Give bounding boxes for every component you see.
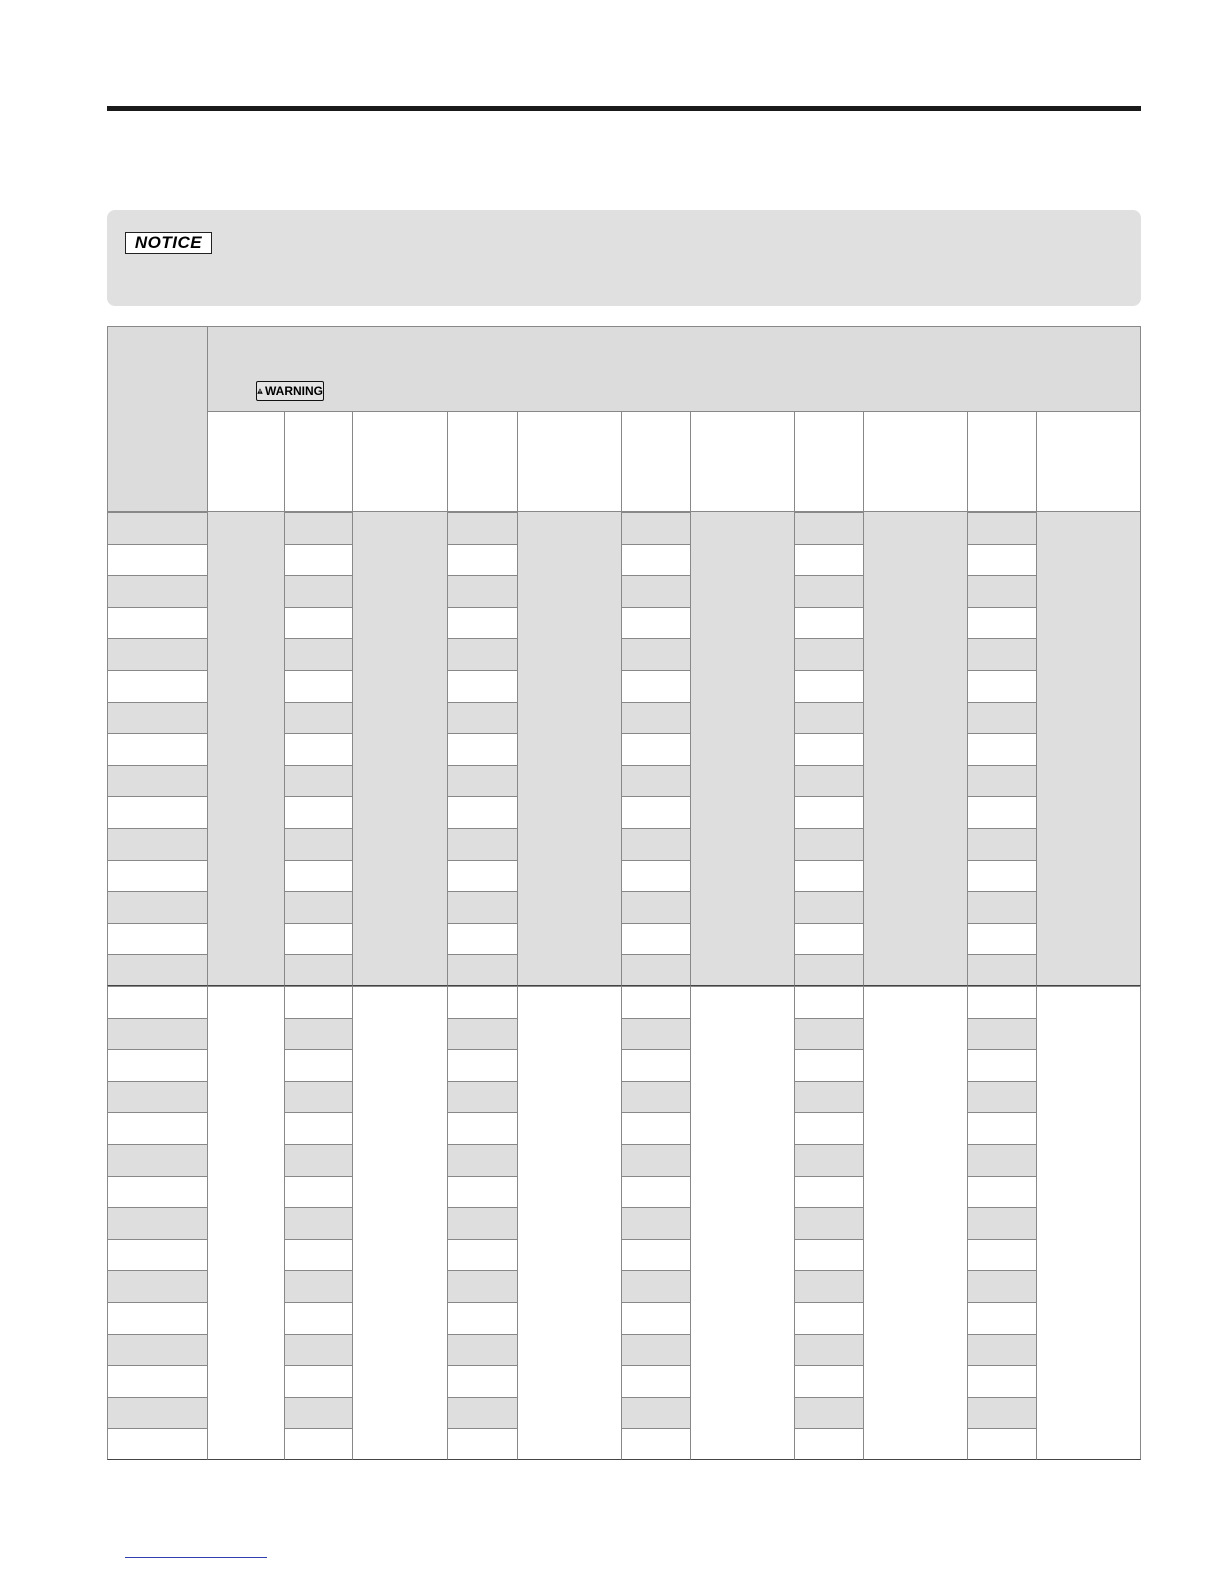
table-cell bbox=[285, 1270, 353, 1302]
table-cell bbox=[968, 638, 1037, 670]
table-row-label bbox=[107, 986, 208, 1018]
table-row-label bbox=[107, 923, 208, 955]
table-cell bbox=[448, 1112, 518, 1144]
table-cell bbox=[622, 954, 691, 986]
table-cell bbox=[285, 512, 353, 544]
table-cell bbox=[968, 828, 1037, 860]
table-cell bbox=[795, 1302, 864, 1334]
table-cell bbox=[622, 1176, 691, 1208]
table-cell bbox=[448, 986, 518, 1018]
table-cell bbox=[285, 765, 353, 797]
table-cell bbox=[285, 1081, 353, 1113]
table-cell bbox=[448, 1239, 518, 1271]
table-row-label bbox=[107, 1365, 208, 1397]
warning-badge bbox=[256, 381, 324, 401]
table-cell bbox=[795, 828, 864, 860]
table-cell bbox=[448, 1144, 518, 1176]
table-cell bbox=[795, 702, 864, 734]
table-cell bbox=[285, 986, 353, 1018]
notice-badge: NOTICE bbox=[125, 232, 212, 254]
table-cell bbox=[622, 1334, 691, 1366]
table-cell bbox=[448, 1018, 518, 1050]
table-cell bbox=[968, 607, 1037, 639]
merged-cell bbox=[353, 512, 448, 986]
top-rule bbox=[107, 106, 1141, 111]
notice-box bbox=[107, 210, 1141, 306]
table-cell bbox=[448, 1334, 518, 1366]
table-row-label bbox=[107, 1397, 208, 1429]
warning-badge-label: WARNING bbox=[265, 384, 323, 398]
table-cell bbox=[285, 1112, 353, 1144]
table-cell bbox=[622, 1112, 691, 1144]
table-cell bbox=[285, 1428, 353, 1460]
table-row-label bbox=[107, 1334, 208, 1366]
table-cell bbox=[968, 986, 1037, 1018]
table-row-label bbox=[107, 1239, 208, 1271]
warning-triangle-icon bbox=[257, 385, 263, 397]
table-cell bbox=[622, 891, 691, 923]
column-header bbox=[968, 412, 1037, 512]
table-cell bbox=[968, 891, 1037, 923]
table-cell bbox=[622, 1144, 691, 1176]
table-row-label bbox=[107, 670, 208, 702]
table-cell bbox=[448, 1049, 518, 1081]
table-cell bbox=[968, 670, 1037, 702]
column-header bbox=[1037, 412, 1141, 512]
table-cell bbox=[795, 1365, 864, 1397]
table-cell bbox=[622, 1049, 691, 1081]
table-cell bbox=[795, 670, 864, 702]
table-cell bbox=[968, 1302, 1037, 1334]
table-row-label bbox=[107, 575, 208, 607]
table-cell bbox=[622, 607, 691, 639]
table-cell bbox=[968, 1365, 1037, 1397]
table-cell bbox=[622, 765, 691, 797]
table-cell bbox=[968, 1081, 1037, 1113]
merged-cell bbox=[353, 986, 448, 1460]
table-cell bbox=[448, 702, 518, 734]
table-cell bbox=[448, 638, 518, 670]
merged-cell bbox=[864, 512, 968, 986]
column-header bbox=[208, 412, 285, 512]
table-cell bbox=[795, 638, 864, 670]
table-cell bbox=[285, 702, 353, 734]
table-cell bbox=[795, 1239, 864, 1271]
table-cell bbox=[622, 923, 691, 955]
table-cell bbox=[622, 860, 691, 892]
table-cell bbox=[285, 575, 353, 607]
table-cell bbox=[285, 1176, 353, 1208]
merged-cell bbox=[1037, 512, 1141, 986]
table-cell bbox=[622, 1428, 691, 1460]
table-cell bbox=[622, 544, 691, 576]
table-cell bbox=[968, 1270, 1037, 1302]
column-header bbox=[285, 412, 353, 512]
table-row-label bbox=[107, 1176, 208, 1208]
table-cell bbox=[285, 607, 353, 639]
table-cell bbox=[795, 860, 864, 892]
table-cell bbox=[968, 954, 1037, 986]
table-cell bbox=[795, 954, 864, 986]
table-cell bbox=[795, 796, 864, 828]
table-cell bbox=[285, 891, 353, 923]
merged-cell bbox=[1037, 986, 1141, 1460]
table-cell bbox=[795, 575, 864, 607]
table-cell bbox=[448, 1428, 518, 1460]
table-cell bbox=[622, 1270, 691, 1302]
table-cell bbox=[795, 1144, 864, 1176]
table-row-label bbox=[107, 607, 208, 639]
table-cell bbox=[448, 828, 518, 860]
table-cell bbox=[285, 1239, 353, 1271]
table-cell bbox=[622, 796, 691, 828]
maintenance-table bbox=[107, 326, 1141, 1461]
merged-cell bbox=[691, 512, 795, 986]
table-cell bbox=[795, 1018, 864, 1050]
table-cell bbox=[285, 954, 353, 986]
table-cell bbox=[448, 575, 518, 607]
table-cell bbox=[622, 986, 691, 1018]
table-cell bbox=[622, 1397, 691, 1429]
table-row-label bbox=[107, 1144, 208, 1176]
table-row-label bbox=[107, 796, 208, 828]
table-row-label bbox=[107, 544, 208, 576]
table-row-label bbox=[107, 860, 208, 892]
table-cell bbox=[622, 702, 691, 734]
table-cell bbox=[795, 891, 864, 923]
table-cell bbox=[448, 544, 518, 576]
table-cell bbox=[795, 607, 864, 639]
column-header bbox=[448, 412, 518, 512]
table-cell bbox=[622, 512, 691, 544]
table-cell bbox=[968, 575, 1037, 607]
table-cell bbox=[968, 1334, 1037, 1366]
table-cell bbox=[285, 1018, 353, 1050]
table-cell bbox=[968, 1207, 1037, 1239]
table-cell bbox=[448, 1365, 518, 1397]
table-cell bbox=[285, 1302, 353, 1334]
table-cell bbox=[795, 1112, 864, 1144]
merged-cell bbox=[864, 986, 968, 1460]
table-cell bbox=[622, 1239, 691, 1271]
table-cell bbox=[795, 512, 864, 544]
table-cell bbox=[448, 1207, 518, 1239]
table-row-label bbox=[107, 1428, 208, 1460]
table-header-banner bbox=[208, 326, 1141, 412]
table-row-label bbox=[107, 765, 208, 797]
table-cell bbox=[968, 1176, 1037, 1208]
table-row-label bbox=[107, 512, 208, 544]
table-row-label bbox=[107, 954, 208, 986]
table-cell bbox=[795, 1428, 864, 1460]
table-cell bbox=[968, 1112, 1037, 1144]
table-row-label bbox=[107, 1270, 208, 1302]
table-cell bbox=[285, 828, 353, 860]
table-row-label bbox=[107, 638, 208, 670]
table-cell bbox=[448, 733, 518, 765]
table-row-label bbox=[107, 828, 208, 860]
table-cell bbox=[448, 512, 518, 544]
table-cell bbox=[795, 765, 864, 797]
table-cell bbox=[622, 1018, 691, 1050]
column-header bbox=[864, 412, 968, 512]
table-cell bbox=[285, 1049, 353, 1081]
table-row-label bbox=[107, 733, 208, 765]
table-cell bbox=[285, 1144, 353, 1176]
table-cell bbox=[968, 765, 1037, 797]
table-cell bbox=[622, 638, 691, 670]
table-cell bbox=[795, 1207, 864, 1239]
column-header bbox=[795, 412, 864, 512]
table-row-label bbox=[107, 1112, 208, 1144]
table-cell bbox=[448, 1081, 518, 1113]
table-cell bbox=[285, 1365, 353, 1397]
column-header bbox=[518, 412, 622, 512]
table-cell bbox=[448, 923, 518, 955]
table-cell bbox=[795, 923, 864, 955]
table-cell bbox=[285, 796, 353, 828]
table-row-label bbox=[107, 702, 208, 734]
table-cell bbox=[448, 765, 518, 797]
table-cell bbox=[795, 986, 864, 1018]
table-row-label bbox=[107, 1049, 208, 1081]
table-cell bbox=[968, 796, 1037, 828]
table-cell bbox=[448, 1302, 518, 1334]
table-cell bbox=[968, 1397, 1037, 1429]
table-row-label bbox=[107, 1302, 208, 1334]
table-cell bbox=[968, 512, 1037, 544]
table-cell bbox=[795, 1270, 864, 1302]
table-cell bbox=[285, 670, 353, 702]
table-cell bbox=[622, 1302, 691, 1334]
table-cell bbox=[968, 1049, 1037, 1081]
table-cell bbox=[795, 1397, 864, 1429]
table-cell bbox=[285, 923, 353, 955]
merged-cell bbox=[208, 986, 285, 1460]
table-cell bbox=[285, 1397, 353, 1429]
table-cell bbox=[622, 1365, 691, 1397]
table-cell bbox=[448, 860, 518, 892]
table-cell bbox=[968, 733, 1037, 765]
table-cell bbox=[622, 733, 691, 765]
table-cell bbox=[622, 575, 691, 607]
table-cell bbox=[285, 1334, 353, 1366]
table-cell bbox=[448, 891, 518, 923]
table-cell bbox=[448, 1397, 518, 1429]
table-cell bbox=[622, 828, 691, 860]
table-cell bbox=[968, 702, 1037, 734]
table-cell bbox=[285, 860, 353, 892]
table-cell bbox=[285, 733, 353, 765]
table-cell bbox=[968, 1428, 1037, 1460]
table-cell bbox=[448, 954, 518, 986]
table-cell bbox=[285, 1207, 353, 1239]
table-header-corner bbox=[107, 326, 208, 512]
table-cell bbox=[968, 1239, 1037, 1271]
column-header bbox=[691, 412, 795, 512]
table-cell bbox=[795, 544, 864, 576]
table-cell bbox=[448, 1270, 518, 1302]
table-cell bbox=[968, 544, 1037, 576]
merged-cell bbox=[518, 512, 622, 986]
table-cell bbox=[968, 923, 1037, 955]
footer-link[interactable] bbox=[125, 1557, 267, 1558]
table-row-label bbox=[107, 1081, 208, 1113]
merged-cell bbox=[518, 986, 622, 1460]
table-row-label bbox=[107, 1018, 208, 1050]
table-row-label bbox=[107, 891, 208, 923]
table-cell bbox=[622, 1081, 691, 1113]
table-cell bbox=[622, 670, 691, 702]
table-cell bbox=[795, 1334, 864, 1366]
merged-cell bbox=[691, 986, 795, 1460]
table-row-label bbox=[107, 1207, 208, 1239]
table-cell bbox=[448, 796, 518, 828]
table-cell bbox=[968, 860, 1037, 892]
table-cell bbox=[795, 1049, 864, 1081]
table-cell bbox=[795, 733, 864, 765]
table-cell bbox=[448, 607, 518, 639]
table-cell bbox=[448, 670, 518, 702]
merged-cell bbox=[208, 512, 285, 986]
table-cell bbox=[448, 1176, 518, 1208]
table-cell bbox=[285, 544, 353, 576]
table-cell bbox=[622, 1207, 691, 1239]
table-cell bbox=[795, 1081, 864, 1113]
column-header bbox=[622, 412, 691, 512]
table-cell bbox=[968, 1144, 1037, 1176]
table-cell bbox=[968, 1018, 1037, 1050]
table-cell bbox=[285, 638, 353, 670]
column-header bbox=[353, 412, 448, 512]
table-cell bbox=[795, 1176, 864, 1208]
